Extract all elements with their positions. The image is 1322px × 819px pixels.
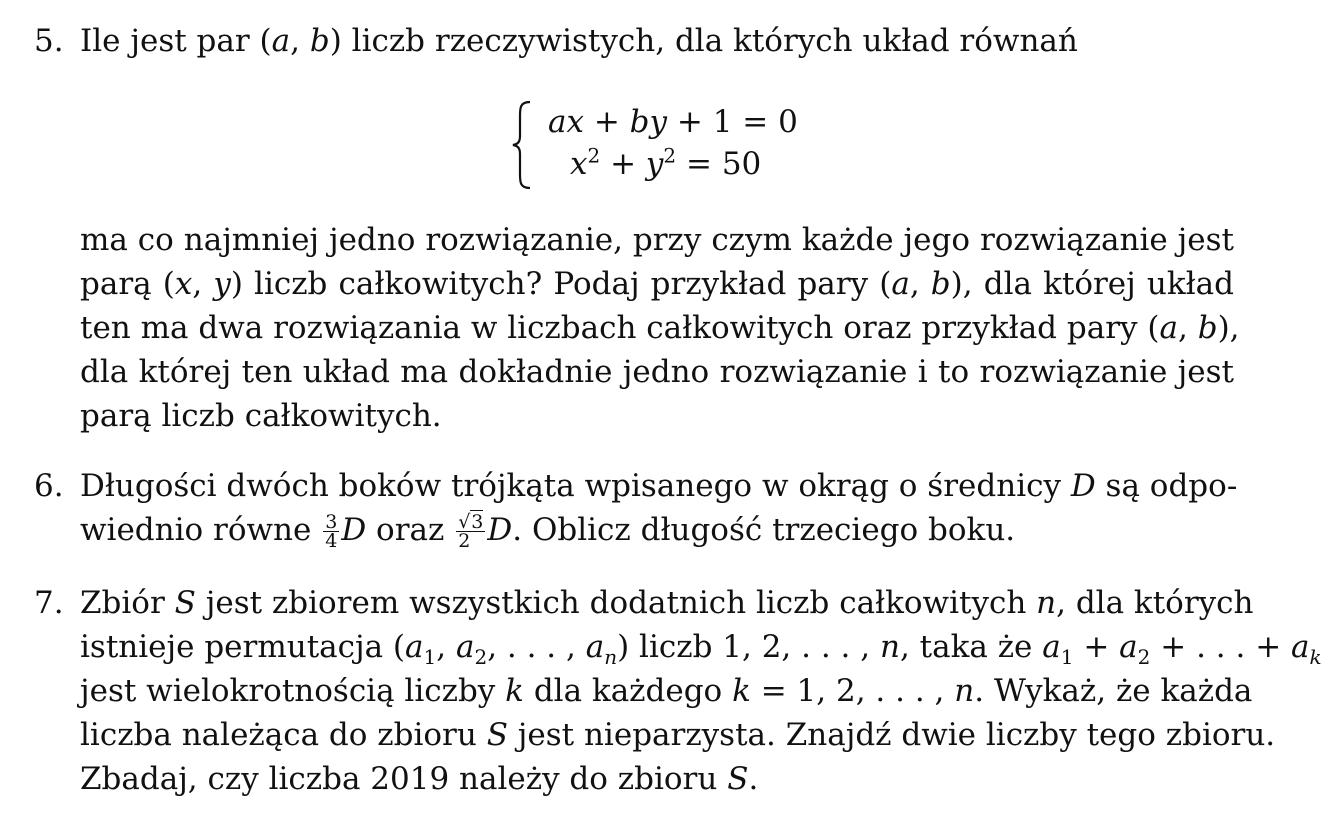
problem-5-intro [80,19,1234,63]
problem-text-line: dla której ten układ ma dokładnie jedno rozwiązanie i to rozwiązanie jest [80,354,1234,390]
problem-text-line: jest wielokrotnością liczby k dla każdego k = 1, 2, . . . , n. Wykaż, że każda [80,673,1253,709]
equation-2: $x^2 + y^2 = 50$ [570,143,762,182]
left-brace-icon [510,100,536,190]
problem-text-line: ma co najmniej jedno rozwiązanie, przy czym każde jego rozwiązanie jest [80,222,1234,258]
fraction-three-quarters: $\frac{3}{4}$ [325,511,338,552]
equation-system [510,100,830,190]
problem-text-line: parą (x, y) liczb całkowitych? Podaj przykład pary (a, b), dla której układ [80,266,1235,302]
problem-7 [34,581,1322,801]
problem-number: 5. [34,23,64,59]
problem-6 [34,464,1238,552]
problem-text-line: Ile jest par (a, b) liczb rzeczywistych, dla których układ równań [80,23,1078,59]
problem-text-line: Zbadaj, czy liczba 2019 należy do zbioru S. [80,761,759,797]
problem-number: 6. [34,468,64,504]
problem-text-line: parą liczb całkowitych. [80,398,442,434]
problem-text-line: Długości dwóch boków trójkąta wpisanego w okrąg o średnicy D są odpo- [80,468,1238,504]
problem-5 [34,19,1234,63]
problem-number: 7. [34,585,64,621]
problem-text-line: wiednio równe $\frac{3}{4}$ D oraz $\frac{√3}{2}$ D. Oblicz długość trzeciego boku. [80,511,1016,552]
problem-text-line: ten ma dwa rozwiązania w liczbach całkowitych oraz przykład pary (a, b), [80,310,1240,346]
problem-5-continuation [34,218,1240,438]
problem-text-line: Zbiór S jest zbiorem wszystkich dodatnich liczb całkowitych n, dla których [80,585,1254,621]
problem-text-line: istnieje permutacja ($a_1$, $a_2$, . . . , $a_n$) liczb 1, 2, . . . , n, taka że $a_1 + a_2$ + . . . + $a_k$ [80,629,1322,670]
fraction-sqrt3-half: $\frac{√3}{2}$ [458,511,484,552]
problem-text-line: liczba należąca do zbioru S jest nieparzysta. Znajdź dwie liczby tego zbioru. [80,717,1276,753]
equation-1: ax + by + 1 = 0 [548,104,798,140]
